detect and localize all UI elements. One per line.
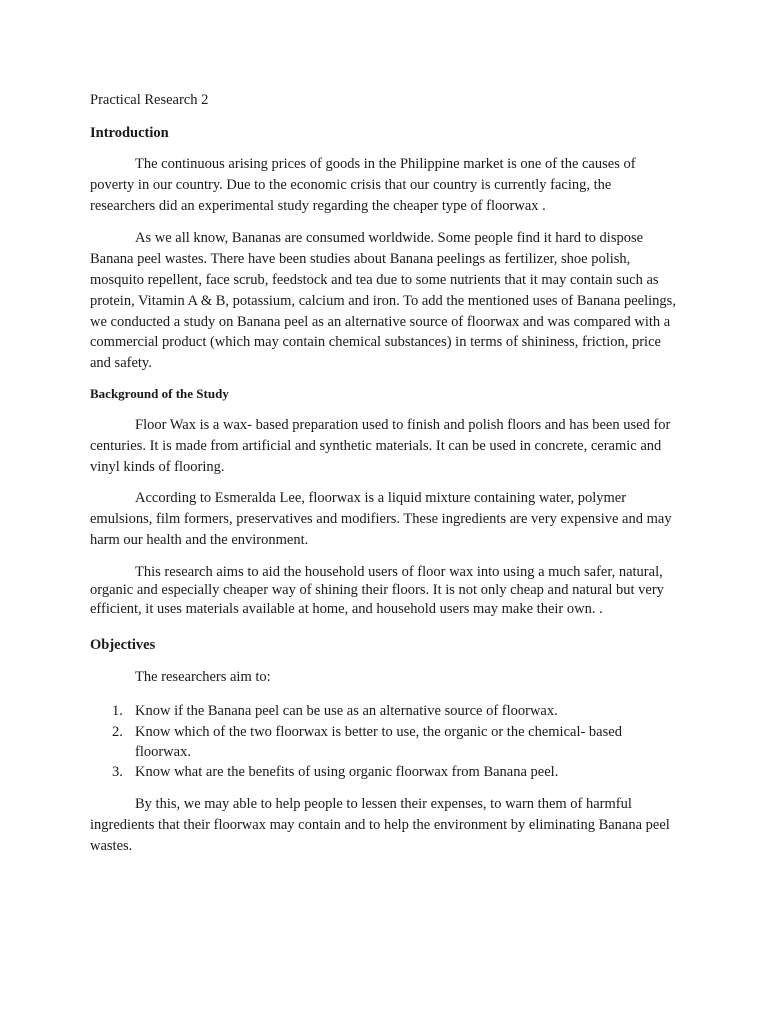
objectives-heading: Objectives (90, 637, 156, 654)
objective-number: 1. (112, 703, 123, 720)
objectives-list (90, 701, 680, 782)
objective-item (90, 762, 680, 782)
objective-item (90, 701, 680, 721)
background-paragraph: Floor Wax is a wax- based preparation used to finish and polish floors and has been used for centuries. It is made from artificial and synthetic materials. It can be used in concrete, ceramic and vinyl kinds of flooring. (90, 416, 671, 475)
objective-text: Know which of the two floorwax is better to use, the organic or the chemical- based floorwax. (135, 723, 622, 760)
objective-item (90, 722, 680, 763)
objective-number: 2. (112, 723, 123, 740)
objectives-intro: The researchers aim to: (135, 669, 271, 686)
background-paragraph: According to Esmeralda Lee, floorwax is a liquid mixture containing water, polymer emulsions, film formers, preservatives and modifiers. These ingredients are very expensive and may harm our health and the environment. (90, 490, 672, 548)
document-header: Practical Research 2 (90, 92, 209, 108)
background-heading: Background of the Study (90, 385, 229, 401)
background-paragraph: This research aims to aid the household users of floor wax into using a much safer, natural, organic and especially cheaper way of shining their floors. It is not only cheap and natural but very efficient, it uses materials available at home, and household users may make their own. . (90, 563, 664, 617)
introduction-heading: Introduction (90, 125, 169, 141)
objectives-closing-paragraph: By this, we may able to help people to lessen their expenses, to warn them of harmful ingredients that their floorwax may contain and to help the environment by eliminating Banana peel wastes. (90, 796, 670, 855)
objective-text: Know if the Banana peel can be use as an alternative source of floorwax. (135, 703, 558, 720)
objective-number: 3. (112, 764, 123, 781)
introduction-paragraph: As we all know, Bananas are consumed worldwide. Some people find it hard to dispose Banana peel wastes. There have been studies about Banana peelings as fertilizer, shoe polish, mosquito repellent, face scrub, feedstock and tea due to some nutrients that it may contain such as protein, Vitamin A & B, potassium, calcium and iron. To add the mentioned uses of Banana peelings, we conducted a study on Banana peel as an alternative source of floorwax and was compared with a commercial product (which may contain chemical substances) in terms of shininess, friction, price and safety. (90, 230, 676, 372)
introduction-paragraph: The continuous arising prices of goods in the Philippine market is one of the causes of poverty in our country. Due to the economic crisis that our country is currently facing, the researchers did an experimental study regarding the cheaper type of floorwax . (90, 156, 636, 214)
objective-text: Know what are the benefits of using organic floorwax from Banana peel. (135, 764, 559, 781)
document-body (90, 90, 680, 857)
